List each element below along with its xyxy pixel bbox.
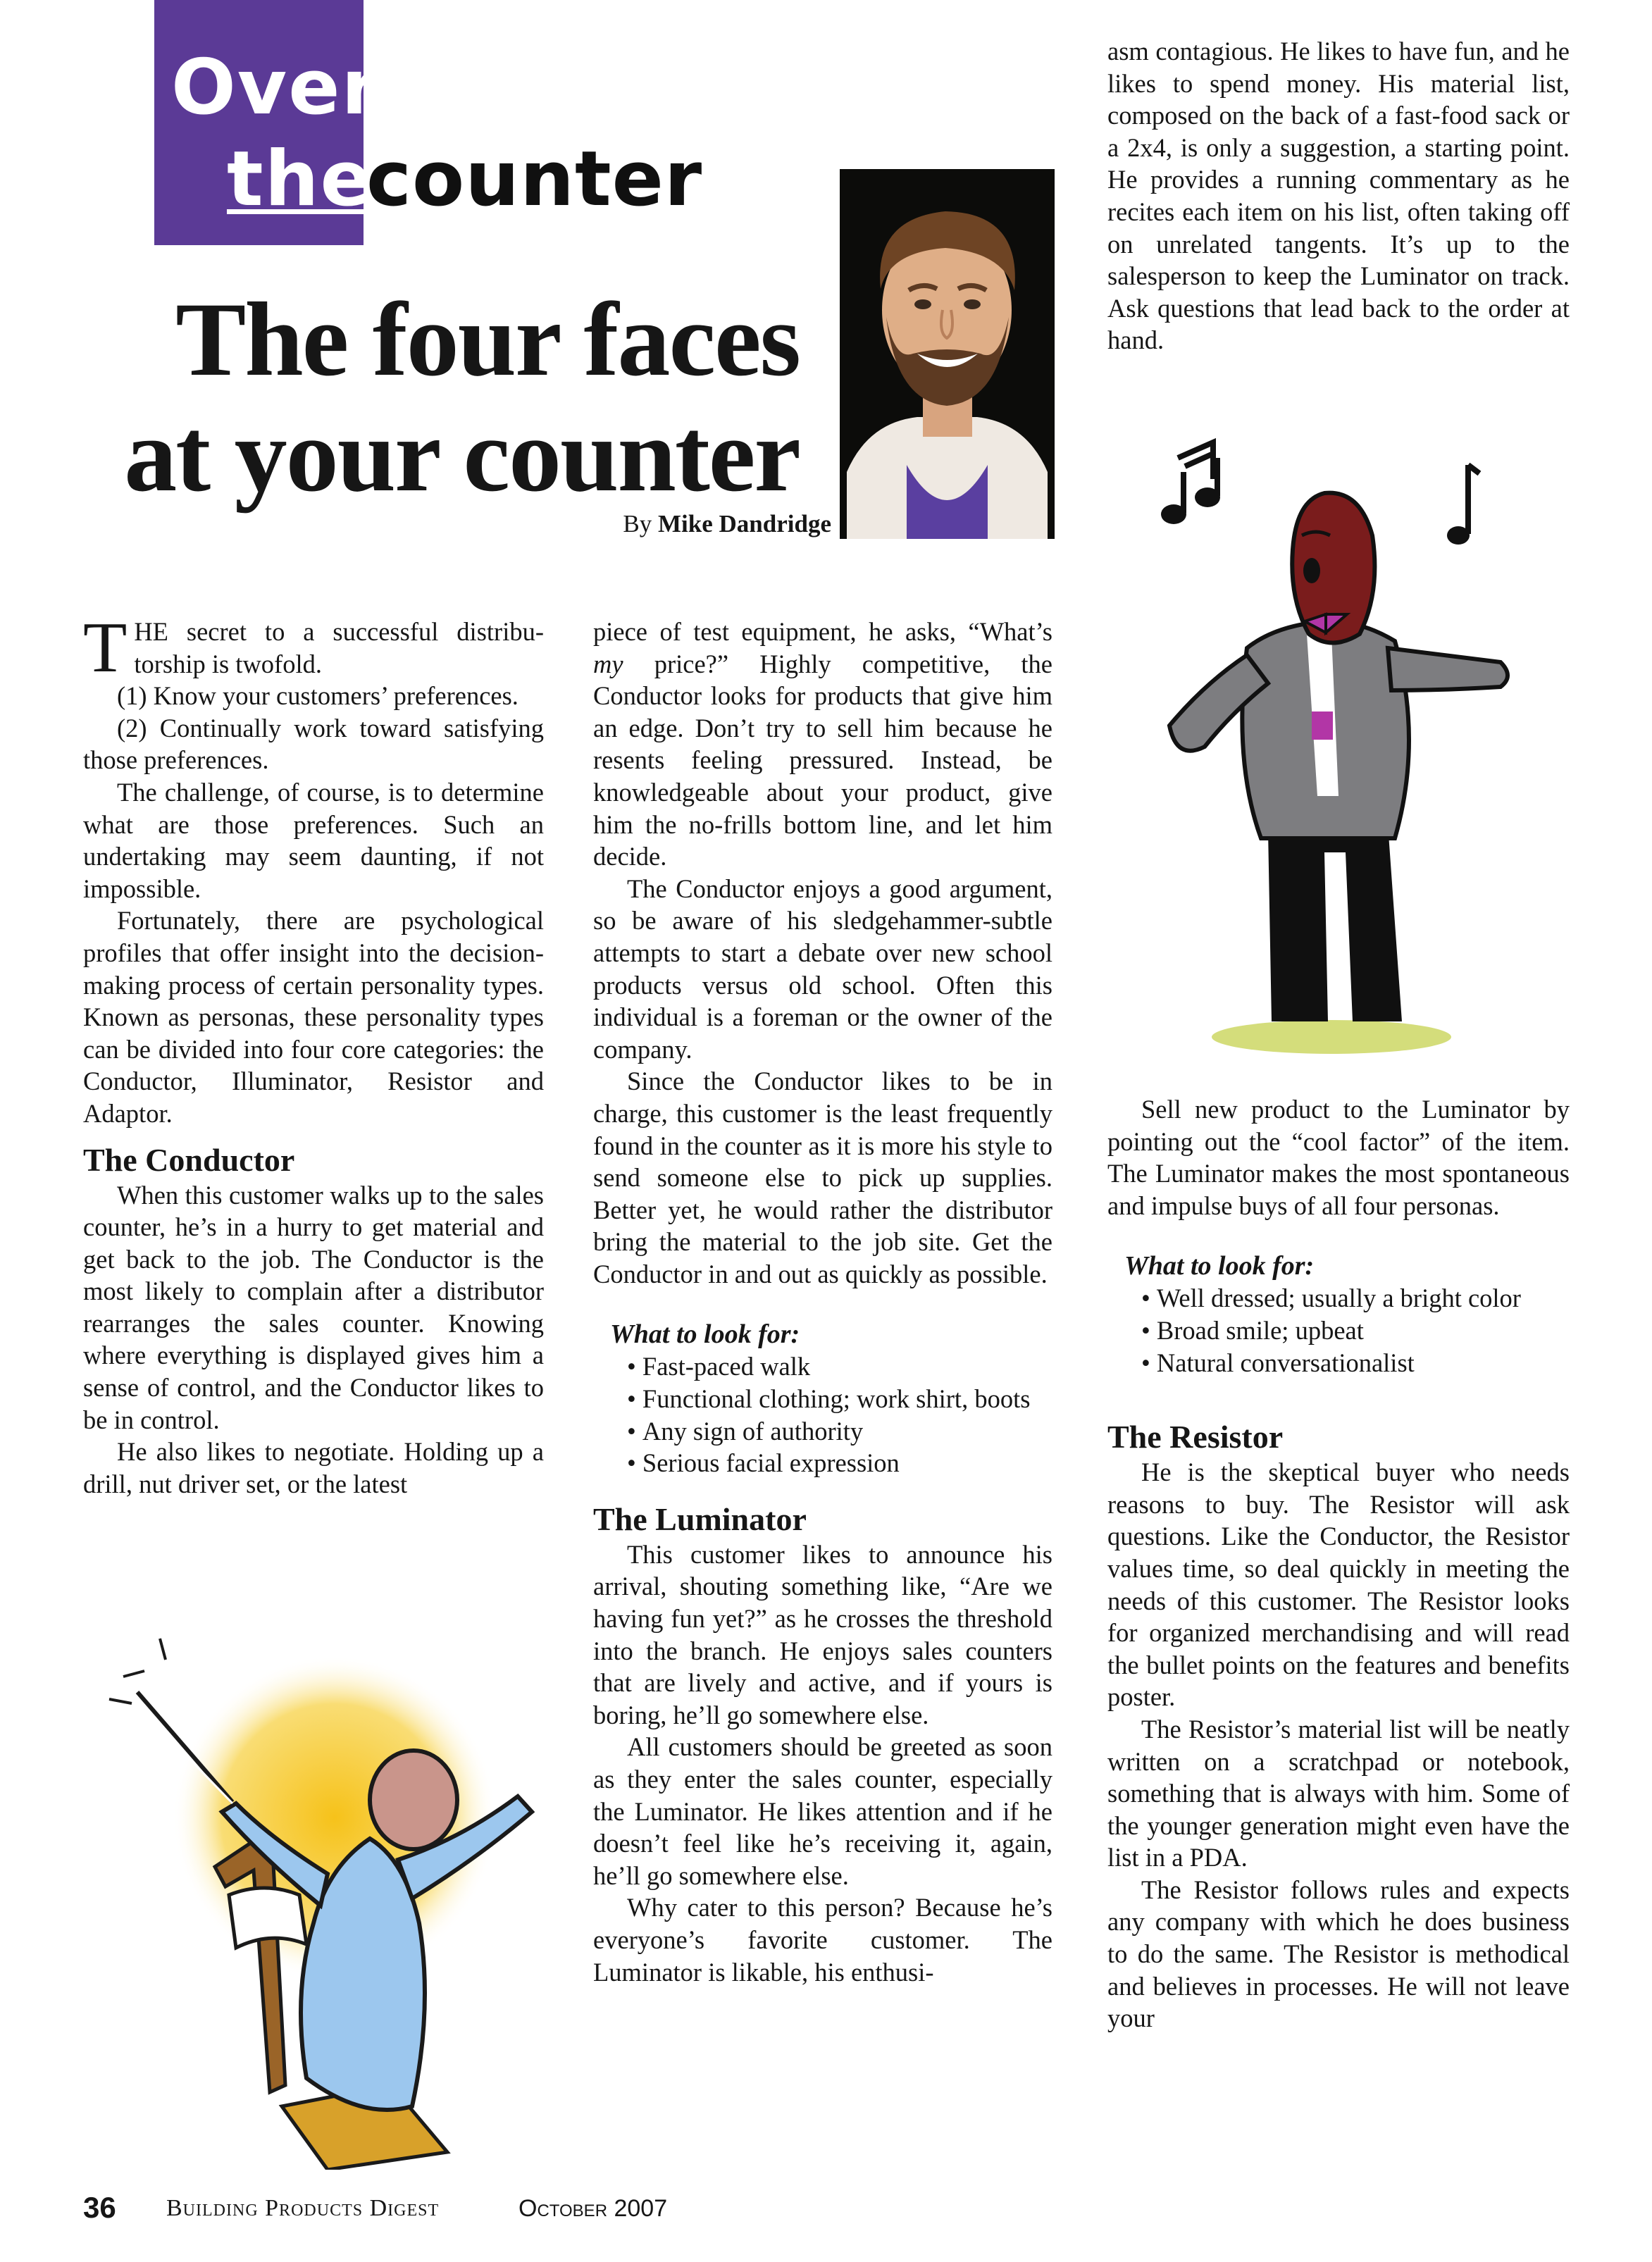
luminator-singer-cartoon	[1148, 430, 1543, 1064]
luminator-paragraph: Sell new product to the Luminator by pointing out the “cool factor” of the item. The Luminator makes the most spontaneous and impulse buys of all four personas.	[1107, 1095, 1570, 1220]
list-item: • Natural conversationalist	[1107, 1347, 1570, 1379]
conductor-continued-b: price?” Highly competitive, the Conductor looks for products that give him an edge. Don’t try to sell him because he resents feeling pressured. Instead, be knowledgeable about your product, give him the no-frills bottom line, and let him decide.	[593, 649, 1052, 871]
luminator-paragraph: This customer likes to announce his arrival, shouting something like, “Are we having fun yet?” as he crosses the threshold into the branch. He enjoys sales counters that are lively and active, and if yours is boring, he’ll go somewhere else.	[593, 1539, 1052, 1729]
author-photo	[840, 169, 1055, 539]
intro-text-1: HE secret to a successful distributorship is twofold.	[134, 617, 544, 678]
luminator-look-for-heading: What to look for:	[1124, 1251, 1315, 1281]
list-item: • Functional clothing; work shirt, boots	[593, 1383, 1052, 1415]
drop-cap: T	[83, 608, 128, 688]
column-logo-the: the	[227, 135, 373, 223]
conductor-look-for-heading: What to look for:	[610, 1319, 800, 1350]
article-column-3-bottom	[1107, 1093, 1570, 2034]
issue-date: October 2007	[518, 2195, 668, 2222]
publication-name: Building Products Digest	[166, 2195, 440, 2221]
list-item: • Broad smile; upbeat	[1107, 1315, 1570, 1347]
conductor-continued-a: piece of test equipment, he asks, “What’s	[593, 617, 1052, 646]
byline-author: Mike Dandridge	[658, 510, 831, 537]
intro-paragraph: Fortunately, there are psychological profiles that offer insight into the decision-making process of certain personality types. Known as personas, these personality types can be divided into four core categories: the Conductor, Illuminator, Resistor and Adaptor.	[83, 906, 544, 1128]
headline-line-1: The four faces	[175, 281, 800, 398]
column-logo-counter: counter	[366, 135, 703, 223]
luminator-paragraph: All customers should be greeted as soon as they enter the sales counter, especially the Luminator. He likes attention and if he doesn’t feel like he’s receiving it, again, he’ll go somewhere else.	[593, 1732, 1052, 1890]
conductor-paragraph: He also likes to negotiate. Holding up a drill, nut driver set, or the latest	[83, 1437, 544, 1498]
conductor-paragraph: The Conductor enjoys a good argument, so be aware of his sledgehammer-subtle attempts to start a debate over new school products versus old school. Often this individual is a foreman or the owner of the company.	[593, 874, 1052, 1064]
list-item: • Fast-paced walk	[593, 1350, 1052, 1383]
page-number: 36	[83, 2191, 116, 2224]
resistor-paragraph: The Resistor’s material list will be neatly written on a scratchpad or notebook, something that is always with him. Some of the younger generation might even have the list in a PDA.	[1107, 1714, 1570, 1872]
column-logo-over: Over	[171, 44, 380, 132]
intro-first-paragraph	[83, 608, 544, 688]
headline-line-2: at your counter	[124, 397, 800, 514]
byline	[585, 509, 831, 540]
byline-prefix: By	[623, 510, 652, 537]
luminator-continued: asm contagious. He likes to have fun, and he likes to spend money. His material list, composed on the back of a fast-food sack or a 2x4, is only a suggestion, a starting point. He provides a running commentary as he recites each item on his list, often taking off on unrelated tangents. It’s up to the salesperson to keep the Luminator on track. Ask questions that lead back to the order at hand.	[1107, 37, 1570, 355]
resistor-paragraph: He is the skeptical buyer who needs reasons to buy. The Resistor will ask questions. Like the Conductor, the Resistor values time, so deal quickly in meeting the needs of this customer. The Resistor looks for organized merchandising and will read the bullet points on the features and benefits poster.	[1107, 1458, 1570, 1712]
intro-paragraph: (2) Continually work toward satisfying those preferences.	[83, 713, 544, 775]
conductor-heading: The Conductor	[83, 1141, 295, 1178]
intro-paragraph: (1) Know your customers’ preferences.	[117, 681, 518, 711]
luminator-paragraph: Why cater to this person? Because he’s everyone’s favorite customer. The Luminator is likable, his enthusi-	[593, 1893, 1052, 1987]
luminator-heading: The Luminator	[593, 1500, 807, 1537]
article-column-1	[83, 608, 544, 1500]
headline	[63, 282, 800, 513]
list-item: • Any sign of authority	[593, 1415, 1052, 1448]
conductor-look-for-list	[593, 1350, 1052, 1479]
conductor-continued-emphasis: my	[593, 649, 623, 678]
article-column-3-top	[1107, 35, 1570, 356]
conductor-cartoon	[95, 1627, 560, 2170]
conductor-paragraph: Since the Conductor likes to be in charge, this customer is the least frequently found in the counter as it is more his style to send someone else to pick up supplies. Better yet, he would rather the distributor bring the material to the job site. Get the Conductor in and out as quickly as possible.	[593, 1067, 1052, 1288]
conductor-continued	[593, 616, 1052, 873]
intro-paragraph: The challenge, of course, is to determine what are those preferences. Such an undertaking may seem daunting, if not impossible.	[83, 777, 544, 903]
luminator-look-for-list	[1107, 1282, 1570, 1379]
list-item: • Well dressed; usually a bright color	[1107, 1282, 1570, 1315]
resistor-heading: The Resistor	[1107, 1419, 1284, 1455]
conductor-paragraph: When this customer walks up to the sales counter, he’s in a hurry to get material and get back to the job. The Conductor is the most likely to complain after a distributor rearranges the sales counter. Knowing where everything is displayed gives him a sense of control, and the Conductor likes to be in control.	[83, 1180, 544, 1434]
resistor-paragraph: The Resistor follows rules and expects any company with which he does business to do the same. The Resistor is methodical and believes in processes. He will not leave your	[1107, 1875, 1570, 2033]
article-column-2	[593, 616, 1052, 1988]
list-item: • Serious facial expression	[593, 1447, 1052, 1479]
page-footer	[83, 2191, 929, 2233]
